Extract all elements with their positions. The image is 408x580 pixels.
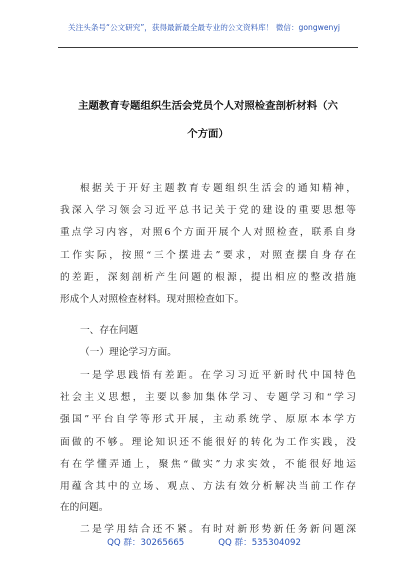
intro-line: 的差距，深刻剖析产生问题的根源，提出相应的整改措施 [60,271,356,283]
header-divider [58,47,358,48]
paragraph-line: 一是学思践悟有差距。在学习习近平新时代中国特色 [80,370,356,381]
paragraph-line: 在的问题。 [60,502,109,513]
paragraph-line: 社会主义思想，主要以参加集体学习、专题学习和“学习 [60,392,356,404]
paragraph-line: 二是学用结合还不紧。有时对新形势新任务新问题深 [80,524,356,535]
problem-paragraph-1-end [60,497,356,519]
paragraph-line: 有在学懂弄通上，聚焦“做实”力求实效，不能很好地运 [60,458,356,470]
document-title-line-1: 主题教育专题组织生活会党员个人对照检查剖析材料（六 [78,100,338,112]
intro-line: 根据关于开好主题教育专题组织生活会的通知精神， [80,183,356,194]
paragraph-line: 强国”平台自学等形式开展，主动系统学、原原本本学方 [60,414,356,426]
intro-line: 我深入学习领会习近平总书记关于党的建设的重要思想等 [60,205,356,217]
subsection-heading-text: （一）理论学习方面。 [80,347,177,358]
section-heading [60,320,356,342]
intro-line: 重点学习内容，对照6个方面开展个人对照检查，联系自身 [60,227,356,239]
intro-paragraph [60,178,356,311]
section-heading-text: 一、存在问题 [80,325,139,336]
paragraph-line: 面做的不够。理论知识还不能很好的转化为工作实践，没 [60,436,356,448]
footer-qq-group-2: QQ 群：535304092 [218,538,301,548]
intro-line: 工作实际，按照“三个摆进去”要求，对照查摆自身存在 [60,249,356,261]
footer-contacts [0,536,408,548]
problem-paragraph-1 [60,365,356,498]
intro-line: 形成个人对照检查材料。现对照检查如下。 [60,293,245,305]
header-notice: 关注头条号“公文研究”，获得最新最全最专业的公文资料库！ 微信：gongwenyj [68,23,340,32]
document-title-line-2: 个方面） [187,128,229,140]
footer-qq-group-1: QQ 群：30265665 [107,538,185,548]
paragraph-line: 用蕴含其中的立场、观点、方法有效分析解决当前工作存 [60,480,356,492]
subsection-heading [60,342,356,364]
